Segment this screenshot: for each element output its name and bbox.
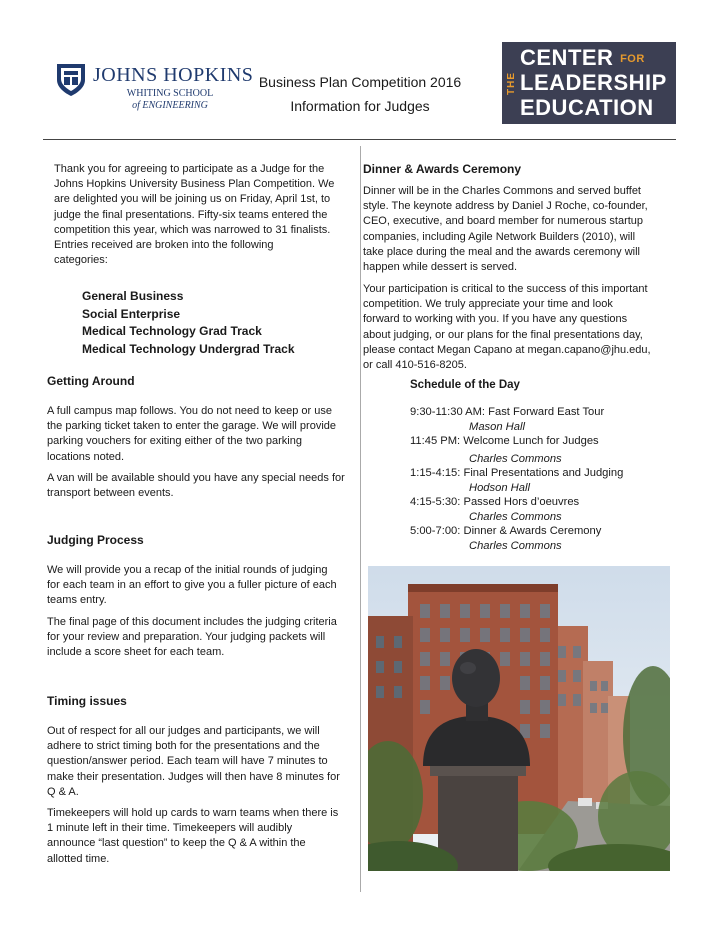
text-line: Out of respect for all our judges and participants, we will xyxy=(47,725,320,737)
judging-p1 xyxy=(47,563,357,609)
dinner-p2 xyxy=(363,282,683,373)
text-line: companies, including Agile Network Builders (2010), will xyxy=(363,230,636,243)
schedule-time: 5:00-7:00: Dinner & Awards Ceremony xyxy=(410,525,602,537)
schedule-location: Mason Hall xyxy=(469,420,525,433)
schedule-location: Charles Commons xyxy=(469,452,562,465)
schedule-heading: Schedule of the Day xyxy=(410,379,520,391)
schedule-time: 11:45 PM: Welcome Lunch for Judges xyxy=(410,435,599,447)
text-line: The final page of this document includes the judging criteria xyxy=(47,616,337,628)
text-line: transport between events. xyxy=(47,487,174,500)
text-line: Dinner will be in the Charles Commons and served buffet xyxy=(363,185,641,197)
text-line: take place during the meal and the awards ceremony will xyxy=(363,245,640,258)
text-line: style. The keynote address by Daniel J Roche, co-founder, xyxy=(363,200,648,213)
dinner-heading: Dinner & Awards Ceremony xyxy=(363,162,522,176)
schedule-time: 1:15-4:15: Final Presentations and Judging xyxy=(410,467,624,479)
text-line: include a score sheet for each team. xyxy=(47,646,225,659)
text-line: question/answer period. Each team will have 7 minutes to xyxy=(47,755,328,768)
intro-paragraph xyxy=(54,162,354,268)
timing-p1 xyxy=(47,724,357,800)
category-item: General Business xyxy=(82,289,184,303)
intro-line: are delighted you will be joining us on Friday, April 1st, to xyxy=(54,193,331,206)
text-line: make their presentation. Judges will then have 8 minutes for xyxy=(47,770,340,783)
intro-line: categories: xyxy=(54,254,108,267)
jhu-shield-icon xyxy=(55,62,87,98)
schedule-list xyxy=(410,405,680,553)
text-line: for each team in an effort to give you a fuller picture of each xyxy=(47,579,337,592)
title-line2: Information for Judges xyxy=(290,98,430,114)
column-divider xyxy=(360,146,361,892)
text-line: competition. We truly appreciate your time and look xyxy=(363,298,613,311)
dinner-p1 xyxy=(363,184,683,275)
cle-for: FOR xyxy=(620,53,645,66)
text-line: forward to working with you. If you have any questions xyxy=(363,313,628,326)
getting-around-p1 xyxy=(47,404,357,465)
cle-the: THE xyxy=(506,72,517,96)
schedule-location: Charles Commons xyxy=(469,539,562,552)
text-line: teams entry. xyxy=(47,594,107,607)
schedule-time: 4:15-5:30: Passed Hors d’oeuvres xyxy=(410,496,580,508)
text-line: or call 410-516-8205. xyxy=(363,359,467,372)
text-line: adhere to strict timing both for the presentations and the xyxy=(47,740,320,753)
text-line: announce “last question” to keep the Q & A within the xyxy=(47,837,306,850)
schedule-location: Hodson Hall xyxy=(469,481,530,494)
timing-heading: Timing issues xyxy=(47,694,127,708)
campus-photo-illustration xyxy=(368,566,670,871)
cle-center: CENTER xyxy=(520,45,614,70)
schedule-location: Charles Commons xyxy=(469,510,562,523)
jhu-sub2: of ENGINEERING xyxy=(132,100,208,111)
intro-line: judge the final presentations. Fifty-six teams entered the xyxy=(54,208,328,221)
text-line: CEO, executive, and board member for numerous startup xyxy=(363,215,644,228)
getting-around-heading: Getting Around xyxy=(47,374,135,388)
intro-line: competition this year, which was narrowed to 31 finalists. xyxy=(54,223,331,236)
title-line1: Business Plan Competition 2016 xyxy=(258,74,462,90)
text-line: about judging, or our plans for the final presentations day, xyxy=(363,328,643,341)
text-line: parking vouchers for exiting either of the two parking xyxy=(47,435,302,448)
jhu-name: JOHNS HOPKINS xyxy=(93,64,254,86)
intro-line: Thank you for agreeing to participate as a Judge for the xyxy=(54,163,325,175)
text-line: Your participation is critical to the success of this important xyxy=(363,283,648,295)
text-line: A full campus map follows. You do not need to keep or use xyxy=(47,405,332,417)
category-item: Medical Technology Grad Track xyxy=(82,324,262,338)
jhu-logo xyxy=(55,62,254,118)
intro-line: Entries received are broken into the following xyxy=(54,239,274,252)
header-divider xyxy=(43,139,676,140)
text-line: please contact Megan Capano at megan.capano@jhu.edu, xyxy=(363,343,651,356)
cle-line1 xyxy=(520,46,645,71)
intro-line: Johns Hopkins University Business Plan Competition. We xyxy=(54,178,335,191)
jhu-sub1: WHITING SCHOOL xyxy=(126,88,214,99)
getting-around-p2 xyxy=(47,471,357,501)
category-item: Social Enterprise xyxy=(82,306,181,321)
jhu-subtitle xyxy=(115,88,225,112)
text-line: for your review and preparation. Your judging packets will xyxy=(47,631,326,644)
text-line: A van will be available should you have any special needs for xyxy=(47,472,345,484)
text-line: the parking ticket taken to enter the garage. We will provide xyxy=(47,420,337,433)
cle-line3: EDUCATION xyxy=(520,95,654,120)
category-list xyxy=(82,288,352,358)
text-line: allotted time. xyxy=(47,852,110,865)
schedule-time: 9:30-11:30 AM: Fast Forward East Tour xyxy=(410,406,605,418)
text-line: 1 minute left in their time. Timekeepers will audibly xyxy=(47,822,293,835)
judging-heading: Judging Process xyxy=(47,533,144,547)
category-item: Medical Technology Undergrad Track xyxy=(82,341,295,356)
cle-logo xyxy=(502,42,676,124)
campus-photo xyxy=(368,566,670,871)
text-line: Q & A. xyxy=(47,785,79,798)
document-title xyxy=(245,70,475,118)
text-line: locations noted. xyxy=(47,450,125,463)
text-line: We will provide you a recap of the initial rounds of judging xyxy=(47,564,328,576)
text-line: Timekeepers will hold up cards to warn teams when there is xyxy=(47,807,339,819)
text-line: happen while dessert is served. xyxy=(363,261,518,274)
judging-p2 xyxy=(47,615,357,661)
cle-line2: LEADERSHIP xyxy=(520,70,667,95)
timing-p2 xyxy=(47,806,357,867)
